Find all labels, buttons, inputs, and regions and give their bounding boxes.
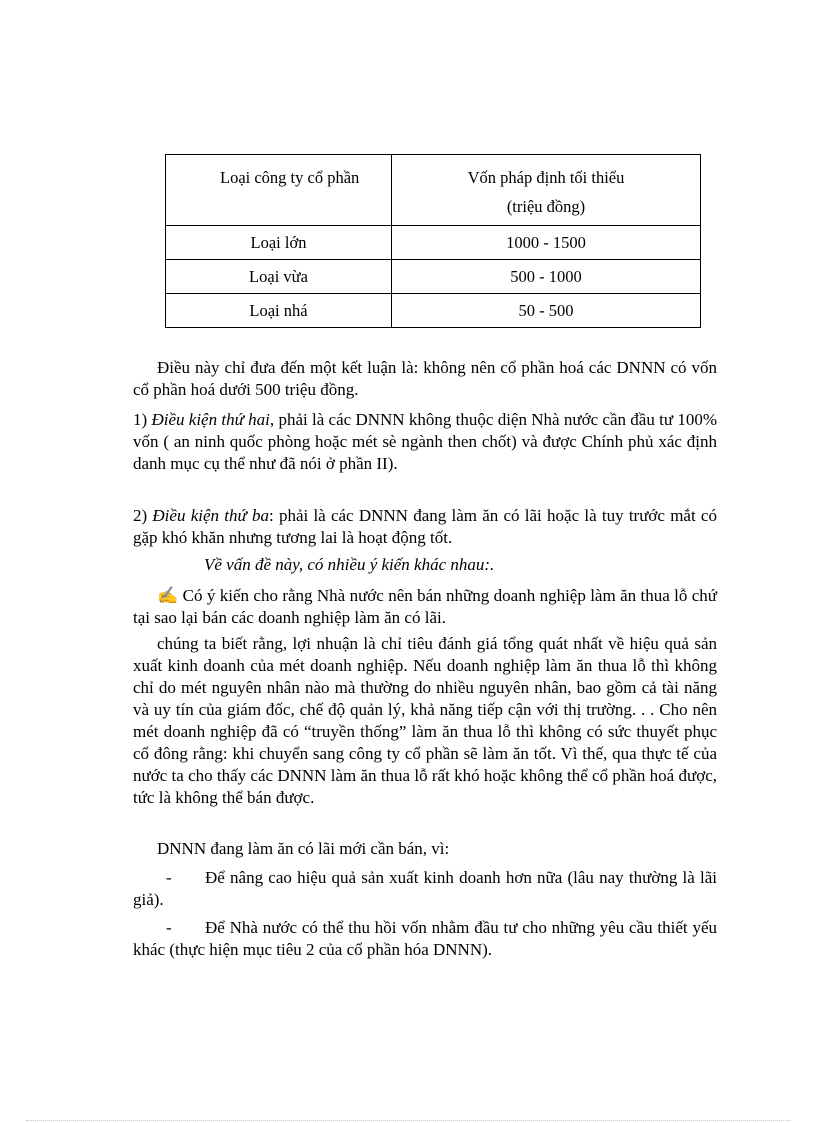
header-company-type: Loại công ty cổ phần bbox=[166, 155, 392, 226]
list-number: 1) bbox=[133, 410, 152, 429]
opinion-one-text: Có ý kiến cho rằng Nhà nước nên bán những doanh nghiệp làm ăn thua lỗ chứ tại sao lại bán các doanh nghiệp làm ăn có lãi. bbox=[133, 586, 717, 627]
condition-three-heading: Điều kiện thứ ba bbox=[152, 506, 269, 525]
table-row bbox=[166, 294, 701, 328]
table-header-row bbox=[166, 155, 701, 226]
header-capital bbox=[392, 155, 701, 226]
paragraph-profit-analysis: chúng ta biết rằng, lợi nhuận là chỉ tiêu đánh giá tổng quát nhất về hiệu quả sản xuất kinh doanh của mét doanh nghiệp. Nếu doanh nghiệp làm ăn thua lỗ thì không chỉ do mét nguyên nhân nào mà thường do nhiều nguyên nhân, bao gồm cả tài năng và uy tín của giám đốc, chế độ quản lý, khả năng tiếp cận với thị trường. . . Cho nên mét doanh nghiệp đã có “truyền thống” làm ăn thua lỗ thì không có sức thuyết phục cổ đông rằng: khi chuyển sang công ty cổ phần sẽ làm ăn tốt. Vì thế, qua thực tế của nước ta cho thấy các DNNN làm ăn thua lỗ rất khó hoặc không thể cổ phần hoá được, tức là không thể bán được. bbox=[133, 634, 717, 807]
row-capital: 500 - 1000 bbox=[392, 260, 701, 294]
bullet-one-text: Để nâng cao hiệu quả sản xuất kinh doanh hơn nữa (lâu nay thường là lãi giả). bbox=[133, 868, 717, 909]
paragraph-reason-intro: DNNN đang làm ăn có lãi mới cần bán, vì: bbox=[157, 839, 450, 858]
list-number: 2) bbox=[133, 506, 153, 525]
row-capital: 50 - 500 bbox=[392, 294, 701, 328]
paragraph-opinion-one bbox=[133, 585, 717, 629]
capital-table bbox=[165, 154, 701, 328]
table-row bbox=[166, 260, 701, 294]
row-type: Loại nhá bbox=[166, 294, 392, 328]
header-capital-line1: Vốn pháp định tối thiểu bbox=[467, 168, 625, 187]
row-type: Loại lớn bbox=[166, 226, 392, 260]
bullet-two-text: Để Nhà nước có thể thu hồi vốn nhằm đầu tư cho những yêu cầu thiết yếu khác (thực hiện mục tiêu 2 của cổ phần hóa DNNN). bbox=[133, 918, 717, 959]
bullet-dash: - bbox=[166, 868, 172, 887]
condition-two-heading: Điều kiện thứ hai bbox=[151, 410, 270, 429]
condition-two-text: , phải là các DNNN không thuộc diện Nhà nước cần đầu tư 100% vốn ( an ninh quốc phòng hoặc mét sè ngành then chốt) và được Chính phủ xác định danh mục cụ thể như đã nói ở phần II). bbox=[133, 410, 718, 473]
paragraph-condition-two bbox=[133, 409, 717, 475]
writing-hand-icon: ✍ bbox=[157, 586, 179, 605]
bullet-dash: - bbox=[166, 918, 172, 937]
bullet-two bbox=[133, 917, 717, 961]
header-capital-line2: (triệu đồng) bbox=[506, 197, 586, 216]
row-type: Loại vừa bbox=[166, 260, 392, 294]
table-row bbox=[166, 226, 701, 260]
page-bottom-divider bbox=[26, 1120, 790, 1121]
row-capital: 1000 - 1500 bbox=[392, 226, 701, 260]
bullet-one bbox=[133, 867, 717, 911]
paragraph-opinions: Về vấn đề này, có nhiều ý kiến khác nhau:. bbox=[204, 555, 495, 574]
paragraph-conclusion: Điều này chỉ đưa đến một kết luận là: không nên cổ phần hoá các DNNN có vốn cổ phần hoá dưới 500 triệu đồng. bbox=[133, 358, 717, 399]
paragraph-condition-three bbox=[133, 505, 717, 549]
condition-three-text: : phải là các DNNN đang làm ăn có lãi hoặc là tuy trước mắt có gặp khó khăn nhưng tương lai là hoạt động tốt. bbox=[133, 506, 717, 547]
